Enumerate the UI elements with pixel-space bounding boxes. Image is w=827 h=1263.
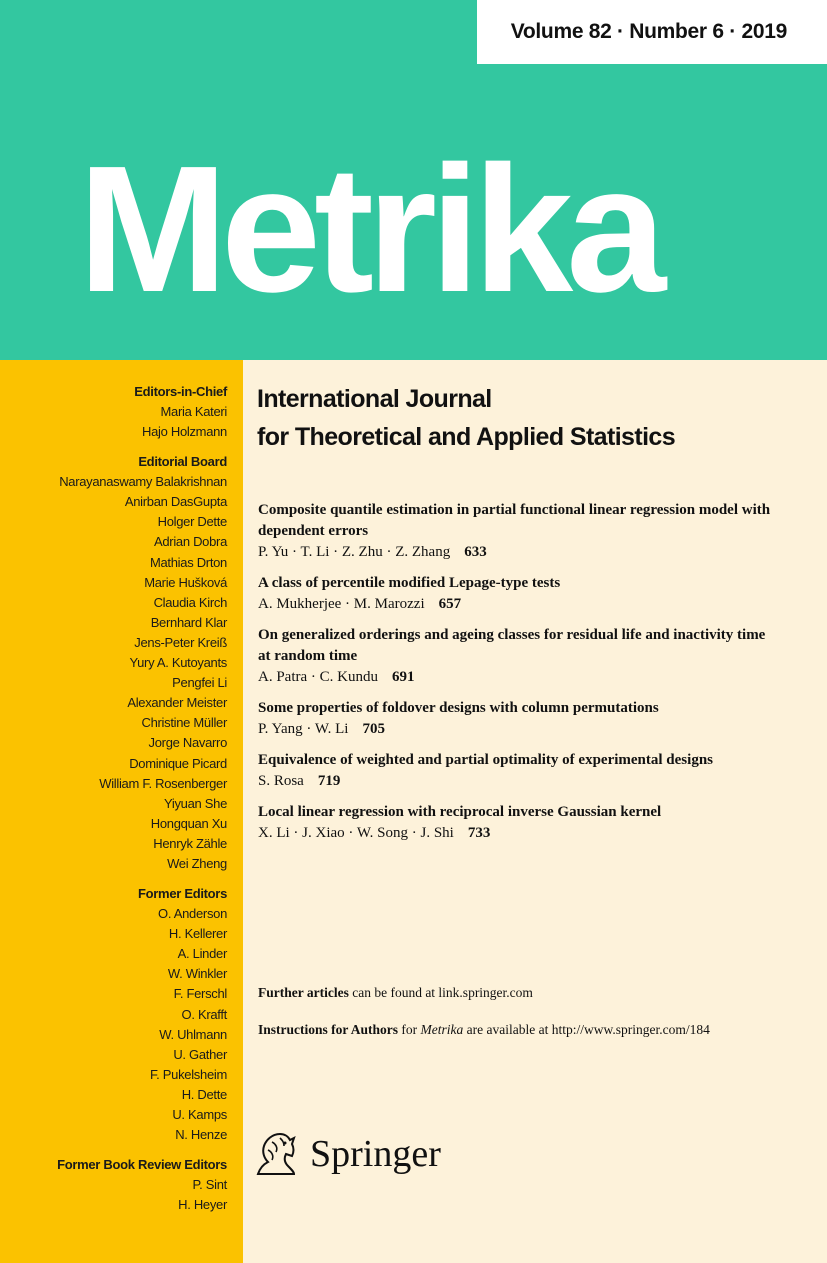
- editor-name: O. Krafft: [181, 1006, 227, 1022]
- editor-name: Jorge Navarro: [148, 735, 227, 751]
- article-title: Composite quantile estimation in partial functional linear regression model with dependent errors: [258, 502, 771, 539]
- publisher-name: Springer: [310, 1133, 441, 1175]
- editor-name: Marie Hušková: [144, 574, 227, 590]
- article-entry: [258, 500, 778, 563]
- springer-horse-icon: [250, 1128, 302, 1180]
- editor-name: Alexander Meister: [127, 695, 227, 711]
- journal-title: Metrika: [78, 129, 660, 330]
- article-authors: S. Rosa: [258, 773, 304, 789]
- editor-name: H. Heyer: [178, 1197, 227, 1213]
- editor-name: Wei Zheng: [167, 855, 227, 871]
- group-heading: Editorial Board: [138, 454, 227, 470]
- editor-name: U. Gather: [173, 1046, 227, 1062]
- editor-name: Henryk Zähle: [153, 835, 227, 851]
- springer-logo: [250, 1128, 441, 1180]
- group-heading: Former Book Review Editors: [57, 1157, 227, 1173]
- article-meta: [258, 823, 778, 844]
- editor-name: Anirban DasGupta: [124, 494, 227, 510]
- article-page-number: 733: [467, 825, 491, 841]
- editor-name: H. Kellerer: [168, 926, 227, 942]
- article-entry: [258, 573, 778, 615]
- name-list: [0, 1175, 227, 1215]
- editor-name: H. Dette: [181, 1086, 227, 1102]
- editor-name: Hajo Holzmann: [142, 424, 227, 440]
- subtitle-line: for Theoretical and Applied Statistics: [257, 423, 676, 451]
- article-authors: X. Li · J. Xiao · W. Song · J. Shi: [258, 825, 454, 841]
- article-entry: [258, 625, 778, 688]
- article-authors: P. Yang · W. Li: [258, 721, 349, 737]
- editor-name: U. Kamps: [172, 1107, 227, 1122]
- article-title: On generalized orderings and ageing classes for residual life and inactivity time at random time: [258, 627, 766, 664]
- article-entry: [258, 698, 778, 740]
- editors-column: [0, 360, 243, 1263]
- editor-name: Maria Kateri: [160, 404, 227, 419]
- editor-name: Bernhard Klar: [150, 614, 227, 630]
- editor-name: Yury A. Kutoyants: [129, 655, 227, 671]
- table-of-contents: [258, 500, 778, 854]
- article-page-number: 705: [362, 721, 385, 737]
- note-bold: Instructions for Authors: [258, 1022, 399, 1037]
- group-heading: Former Editors: [138, 886, 227, 902]
- editor-name: Christine Müller: [141, 715, 227, 731]
- masthead-band: [0, 0, 827, 360]
- editor-name: Jens-Peter Kreiß: [134, 634, 227, 650]
- article-meta: [258, 542, 778, 563]
- editor-name: Adrian Dobra: [154, 534, 227, 550]
- editor-name: A. Linder: [177, 946, 227, 962]
- article-entry: [258, 750, 778, 792]
- instructions-note: [258, 1022, 710, 1038]
- article-entry: [258, 802, 778, 844]
- article-page-number: 719: [317, 773, 341, 789]
- editor-name: O. Anderson: [158, 906, 227, 922]
- issue-label: Volume 82 · Number 6 · 2019: [510, 20, 787, 43]
- former-book-review-editors-group: [0, 1155, 227, 1215]
- group-heading: Editors-in-Chief: [134, 384, 227, 399]
- name-list: [0, 402, 227, 442]
- editorial-board-group: [0, 452, 227, 874]
- article-page-number: 633: [464, 544, 487, 560]
- note-text: for: [398, 1022, 421, 1037]
- subtitle-line: International Journal: [257, 385, 492, 413]
- article-meta: [258, 594, 778, 615]
- editor-name: N. Henze: [175, 1127, 227, 1143]
- editor-name: Mathias Drton: [149, 554, 227, 570]
- former-editors-group: [0, 884, 227, 1145]
- editor-name: W. Uhlmann: [159, 1026, 227, 1042]
- article-title: Equivalence of weighted and partial optimality of experimental designs: [258, 752, 713, 768]
- journal-name-italic: Metrika: [420, 1022, 464, 1037]
- editor-name: Pengfei Li: [172, 675, 227, 691]
- journal-subtitle: [257, 380, 675, 456]
- editor-name: Claudia Kirch: [153, 594, 227, 610]
- article-page-number: 657: [438, 596, 462, 612]
- article-title: Local linear regression with reciprocal inverse Gaussian kernel: [258, 804, 662, 820]
- further-articles-note: [258, 985, 533, 1001]
- editor-name: F. Ferschl: [173, 986, 227, 1002]
- article-title: A class of percentile modified Lepage-type tests: [258, 575, 561, 591]
- editor-name: Holger Dette: [157, 514, 227, 530]
- article-page-number: 691: [392, 669, 415, 685]
- article-title: Some properties of foldover designs with column permutations: [258, 700, 659, 716]
- editor-name: William F. Rosenberger: [99, 775, 227, 791]
- note-bold: Further articles: [258, 985, 349, 1000]
- article-authors: P. Yu · T. Li · Z. Zhu · Z. Zhang: [258, 544, 451, 560]
- note-text: can be found at link.springer.com: [348, 985, 533, 1000]
- article-authors: A. Patra · C. Kundu: [258, 669, 378, 685]
- editor-name: Hongquan Xu: [150, 815, 227, 831]
- editors-in-chief-group: [0, 382, 227, 442]
- editor-name: P. Sint: [192, 1177, 227, 1193]
- issue-box: [477, 0, 827, 64]
- editor-name: W. Winkler: [167, 966, 227, 982]
- note-text: are available at http://www.springer.com/184: [463, 1022, 710, 1037]
- article-meta: [258, 771, 778, 792]
- article-authors: A. Mukherjee · M. Marozzi: [258, 596, 425, 612]
- editor-name: F. Pukelsheim: [149, 1066, 227, 1082]
- article-meta: [258, 667, 778, 688]
- editor-name: Yiyuan She: [163, 795, 227, 811]
- name-list: [0, 472, 227, 874]
- editor-name: Narayanaswamy Balakrishnan: [59, 474, 227, 490]
- name-list: [0, 904, 227, 1145]
- article-meta: [258, 719, 778, 740]
- editor-name: Dominique Picard: [129, 755, 227, 771]
